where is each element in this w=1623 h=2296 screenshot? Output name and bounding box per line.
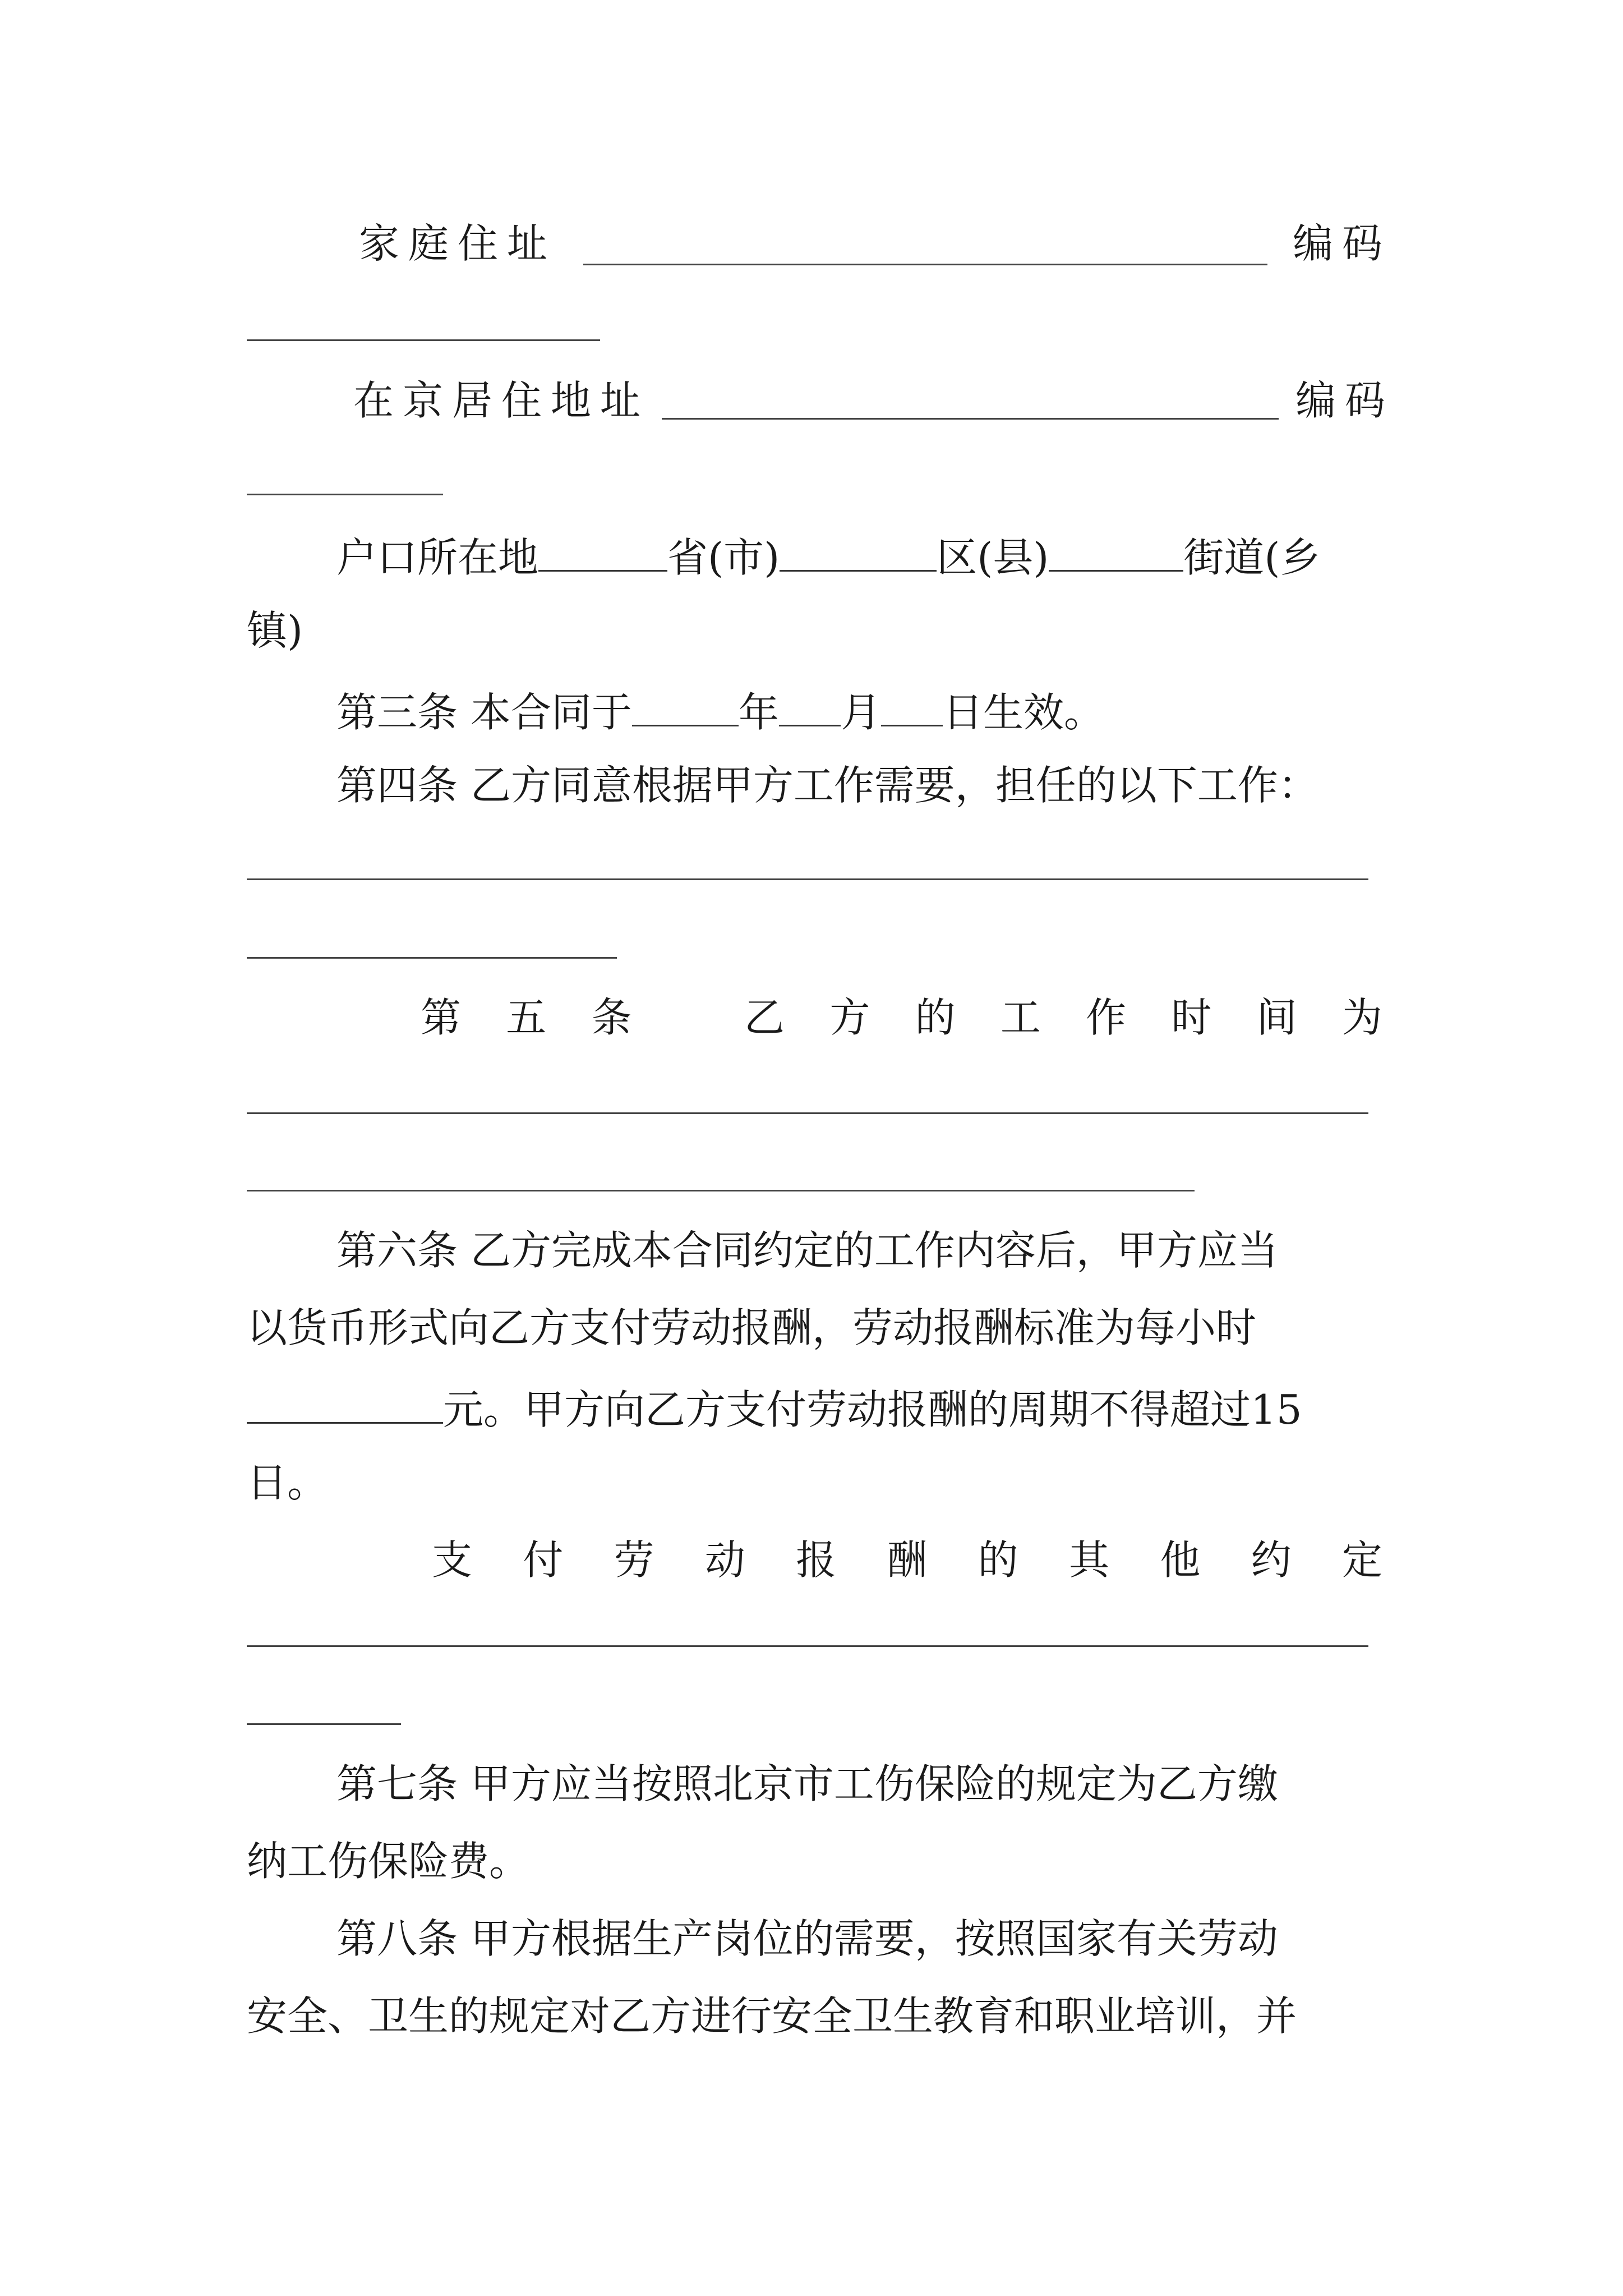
day-blank[interactable]: [881, 688, 943, 726]
article5-char: 作: [1086, 994, 1127, 1041]
hukou-line: [336, 533, 1321, 581]
street-blank[interactable]: [1049, 533, 1183, 572]
article4-number: 第四条: [336, 762, 458, 809]
other-pay-char: 他: [1160, 1536, 1201, 1584]
article5-char: 五: [506, 994, 547, 1041]
district-label: 区(县): [937, 534, 1049, 581]
other-pay-char: 酬: [887, 1536, 928, 1584]
article5-line: [421, 994, 1382, 1041]
article5-char: 乙: [744, 994, 785, 1041]
article5-blank-1[interactable]: [247, 1112, 1368, 1114]
article8-line1: 第八条 甲方根据生产岗位的需要，按照国家有关劳动: [336, 1915, 1278, 1962]
other-pay-char: 劳: [614, 1536, 654, 1584]
article4-blank-2[interactable]: [247, 957, 617, 959]
article6-line3-text: 元。甲方向乙方支付劳动报酬的周期不得超过15: [443, 1386, 1302, 1433]
province-label: 省(市): [667, 534, 780, 581]
other-pay-char: 约: [1251, 1536, 1292, 1584]
beijing-address-label: 在京居住地址: [353, 377, 650, 424]
hukou-continuation: 镇): [247, 607, 303, 654]
hourly-rate-blank[interactable]: [247, 1385, 443, 1424]
year-label: 年: [738, 689, 779, 736]
hukou-label: 户口所在地: [336, 534, 539, 581]
article5-char: 工: [1000, 994, 1041, 1041]
article5-char: 时: [1171, 994, 1212, 1041]
home-code-blank[interactable]: [247, 339, 600, 341]
article6-line4: 日。: [247, 1459, 328, 1506]
other-pay-char: 支: [432, 1536, 473, 1584]
other-pay-char: 定: [1341, 1536, 1382, 1584]
article6-line1: 第六条 乙方完成本合同约定的工作内容后，甲方应当: [336, 1227, 1278, 1274]
other-pay-blank-1[interactable]: [247, 1645, 1368, 1647]
home-address-blank[interactable]: [583, 264, 1267, 265]
home-address-label: 家庭住址: [359, 220, 557, 267]
year-blank[interactable]: [632, 688, 739, 726]
other-pay-char: 其: [1069, 1536, 1110, 1584]
other-pay-line: [432, 1536, 1382, 1584]
article3-line: [336, 688, 1104, 736]
article5-char: 方: [829, 994, 870, 1041]
article5-blank-2[interactable]: [247, 1190, 1195, 1191]
article5-char: 间: [1256, 994, 1297, 1041]
month-blank[interactable]: [779, 688, 841, 726]
article4-line: [336, 762, 1318, 809]
article6-line3: [247, 1385, 1302, 1433]
article5-char: 条: [591, 994, 632, 1041]
street-label: 街道(乡: [1183, 534, 1321, 581]
article4-text: 乙方同意根据甲方工作需要，担任的以下工作：: [470, 762, 1318, 809]
article4-blank-1[interactable]: [247, 878, 1368, 880]
month-label: 月: [840, 689, 881, 736]
article3-number: 第三条: [336, 689, 458, 736]
article6-line2: 以货币形式向乙方支付劳动报酬，劳动报酬标准为每小时: [247, 1304, 1257, 1351]
other-pay-char: 付: [523, 1536, 564, 1584]
other-pay-char: 报: [796, 1536, 837, 1584]
other-pay-char: 的: [978, 1536, 1018, 1584]
article7-line2: 纳工伤保险费。: [247, 1838, 530, 1885]
province-blank[interactable]: [538, 533, 667, 572]
day-label: 日生效。: [942, 689, 1104, 736]
article5-char: 为: [1341, 994, 1382, 1041]
article7-line1: 第七条 甲方应当按照北京市工伤保险的规定为乙方缴: [336, 1760, 1278, 1807]
beijing-address-blank[interactable]: [662, 418, 1279, 420]
beijing-code-blank[interactable]: [247, 494, 443, 495]
article5-char: 的: [915, 994, 956, 1041]
article8-line2: 安全、卫生的规定对乙方进行安全卫生教育和职业培训，并: [247, 1993, 1297, 2040]
article3-text: 本合同于: [470, 689, 632, 736]
district-blank[interactable]: [780, 533, 937, 572]
article5-char: 第: [421, 994, 462, 1041]
other-pay-blank-2[interactable]: [247, 1723, 401, 1725]
beijing-code-label: 编码: [1295, 377, 1395, 424]
other-pay-char: 动: [704, 1536, 745, 1584]
home-code-label: 编码: [1293, 220, 1392, 267]
